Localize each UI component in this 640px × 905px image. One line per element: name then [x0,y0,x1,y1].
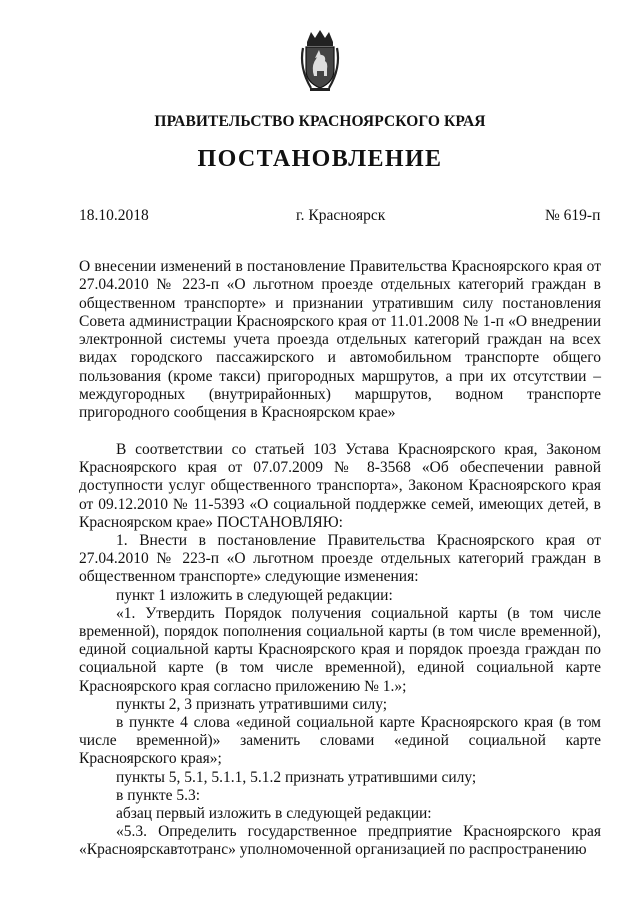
body-paragraph: пункты 2, 3 признать утратившими силу; [116,695,388,713]
document-date: 18.10.2018 [79,207,149,224]
document-number: № 619-п [545,207,601,224]
document-type-title: ПОСТАНОВЛЕНИЕ [197,146,443,172]
document-subject: О внесении изменений в постановление Правительства Красноярского края от 27.04.2010 № 223-п «О льготном проезде отдельных категорий граждан в общественном транспорте» и признании утратившим силу постановления Совета администрации Красноярского края от 11.01.2008 № 1-п «О внедрении электронной системы учета проезда отдельных категорий граждан на всех видах городского пассажирского и автомобильном транспорте общего пользования (кроме такси) пригородных маршрутов, а при их отсутствии – междугородных (внутрирайонных) маршрутов, водном транспорте пригородного сообщения в Красноярском крае» [79,258,601,422]
coat-of-arms-icon [297,28,343,94]
body-paragraph: в пункте 5.3: [116,786,201,804]
body-paragraph: пункты 5, 5.1, 5.1.1, 5.1.2 признать утратившими силу; [116,768,477,786]
body-paragraph: пункт 1 изложить в следующей редакции: [116,586,393,604]
document-body [79,441,601,860]
document-city: г. Красноярск [296,207,386,224]
body-paragraph: абзац первый изложить в следующей редакции: [116,805,432,823]
body-paragraph: в пункте 4 слова «единой социальной карте Красноярского края (в том числе временной)» заменить словами «единой социальной карте Красноярского края»; [79,714,601,768]
government-name: ПРАВИТЕЛЬСТВО КРАСНОЯРСКОГО КРАЯ [154,113,486,130]
body-paragraph: «5.3. Определить государственное предприятие Красноярского края «Красноярскавтотранс» уполномоченной организацией по распространению [79,823,601,859]
body-paragraph: В соответствии со статьей 103 Устава Красноярского края, Законом Красноярского края от 07.07.2009 № 8-3568 «Об обеспечении равной доступности услуг общественного транспорта», Законом Красноярского края от 09.12.2010 № 11-5393 «О социальной поддержке семей, имеющих детей, в Красноярском крае» ПОСТАНОВЛЯЮ: [79,441,601,531]
body-paragraph: 1. Внести в постановление Правительства Красноярского края от 27.04.2010 № 223-п «О льготном проезде отдельных категорий граждан в общественном транспорте» следующие изменения: [79,532,601,586]
body-paragraph: «1. Утвердить Порядок получения социальной карты (в том числе временной), порядок пополнения социальной карты (в том числе временной), единой социальной карты Красноярского края и порядок проезда граждан по социальной карте (в том числе временной), единой социальной карте Красноярского края согласно приложению № 1.»; [79,604,601,695]
